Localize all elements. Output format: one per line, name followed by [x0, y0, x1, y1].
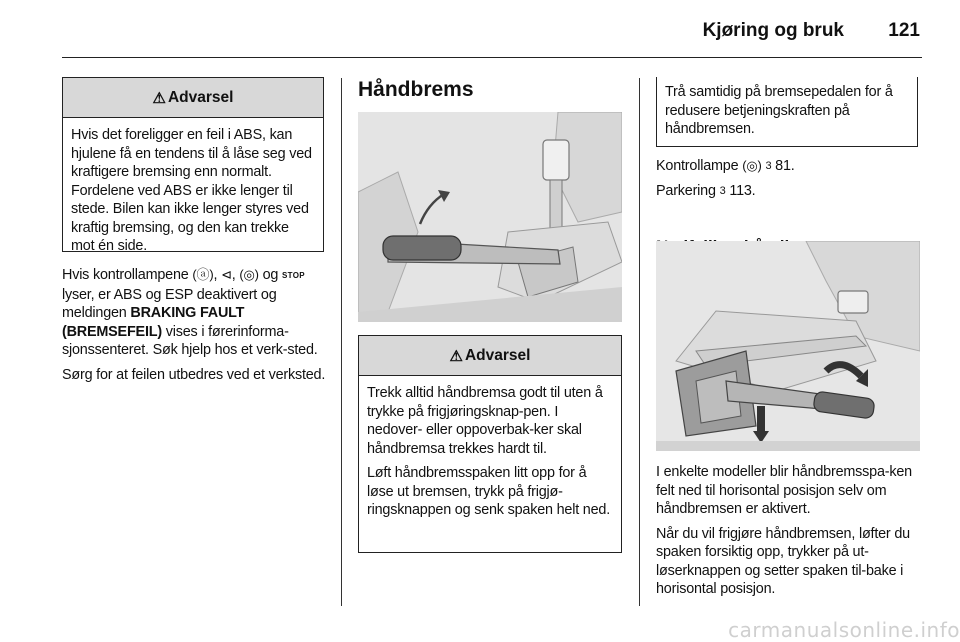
- note-text: Trå samtidig på bremsepedalen for å redusere betjeningskraften på håndbremsen.: [665, 84, 893, 137]
- brake-lamp-icon: (◎): [742, 158, 762, 173]
- warning-body: [359, 376, 621, 520]
- message-braking-fault: BRAKING FAULT (BREMSEFEIL): [62, 305, 245, 340]
- warning-header: [63, 78, 323, 118]
- watermark: carmanualsonline.info: [728, 618, 960, 642]
- page-reference-arrow-icon: 3: [719, 184, 726, 197]
- warning-text-2: Løft håndbremsspaken litt opp for å løse ut bremsen, trykk på frigjø-ringsknappen og senk spaken helt ned.: [367, 465, 611, 518]
- foldable-handbrake-drawing: [656, 241, 920, 451]
- warning-body: [63, 118, 323, 256]
- note-body: [657, 77, 917, 139]
- note-box-brake-pedal: [656, 77, 918, 147]
- brake-lamp-icon: (◎): [239, 267, 259, 282]
- ref-control-lamp: Kontrollampe (◎) 3 81.: [656, 158, 795, 174]
- page-reference-arrow-icon: 3: [765, 160, 772, 172]
- page-header: [62, 0, 922, 58]
- ref-parking: Parkering 3 113.: [656, 182, 756, 199]
- warning-text: Hvis det foreligger en feil i ABS, kan hjulene få en tendens til å låse seg ved kraftigere bremsing enn normalt. Fordelene ved ABS er ikke lenger til stede. Bilen kan ikke lenger styres ved kraftig bremsing, og den kan trekke mot én side.: [71, 127, 312, 254]
- column-divider-1: [341, 78, 342, 606]
- esp-lamp-icon: ⊲: [221, 267, 232, 282]
- warning-title: Advarsel: [464, 346, 531, 364]
- handbrake-drawing: [358, 112, 622, 322]
- column3-text: [656, 463, 924, 605]
- warning-text-1: Trekk alltid håndbremsa godt til uten å trykke på frigjøringsknap-pen. I nedover- eller oppoverbak-ker skal håndbremsa trekkes hardt til.: [367, 385, 603, 457]
- repair-paragraph: Sørg for at feilen utbedres ved et verksted.: [62, 366, 326, 383]
- header-title: Kjøring og bruk: [702, 20, 844, 41]
- abs-lamp-paragraph: Hvis kontrollampene (ⓐ), ⊲, (◎) og STOP lyser, er ABS og ESP deaktivert og meldingen BRAKING FAULT (BREMSEFEIL) vises i førerinforma-sjonssenteret. Søk hjelp hos et verk-sted.: [62, 267, 318, 358]
- warning-title: Advarsel: [167, 88, 234, 106]
- warning-box-handbrake: [358, 335, 622, 553]
- stop-lamp-icon: STOP: [282, 271, 305, 280]
- warning-triangle-icon: ⚠: [449, 347, 463, 365]
- abs-lamp-icon: (ⓐ): [192, 267, 214, 282]
- handbrake-illustration: [358, 112, 622, 322]
- column3-refs: [656, 157, 920, 206]
- section-heading-handbrake: Håndbrems: [358, 78, 474, 101]
- foldable-paragraph-1: I enkelte modeller blir håndbremsspa-ken felt ned til horisontal posisjon selv om håndbremsen er aktivert.: [656, 464, 912, 517]
- column-divider-2: [639, 78, 640, 606]
- foldable-handbrake-illustration: [656, 241, 920, 451]
- warning-triangle-icon: ⚠: [152, 89, 166, 107]
- warning-box-abs: [62, 77, 324, 252]
- page-number: 121: [888, 20, 920, 41]
- foldable-paragraph-2: Når du vil frigjøre håndbremsen, løfter du spaken forsiktig opp, trykker på ut-løserknappen og setter spaken til-bake i horisontal posisjon.: [656, 525, 910, 597]
- column1-text: [62, 266, 326, 390]
- warning-header: [359, 336, 621, 376]
